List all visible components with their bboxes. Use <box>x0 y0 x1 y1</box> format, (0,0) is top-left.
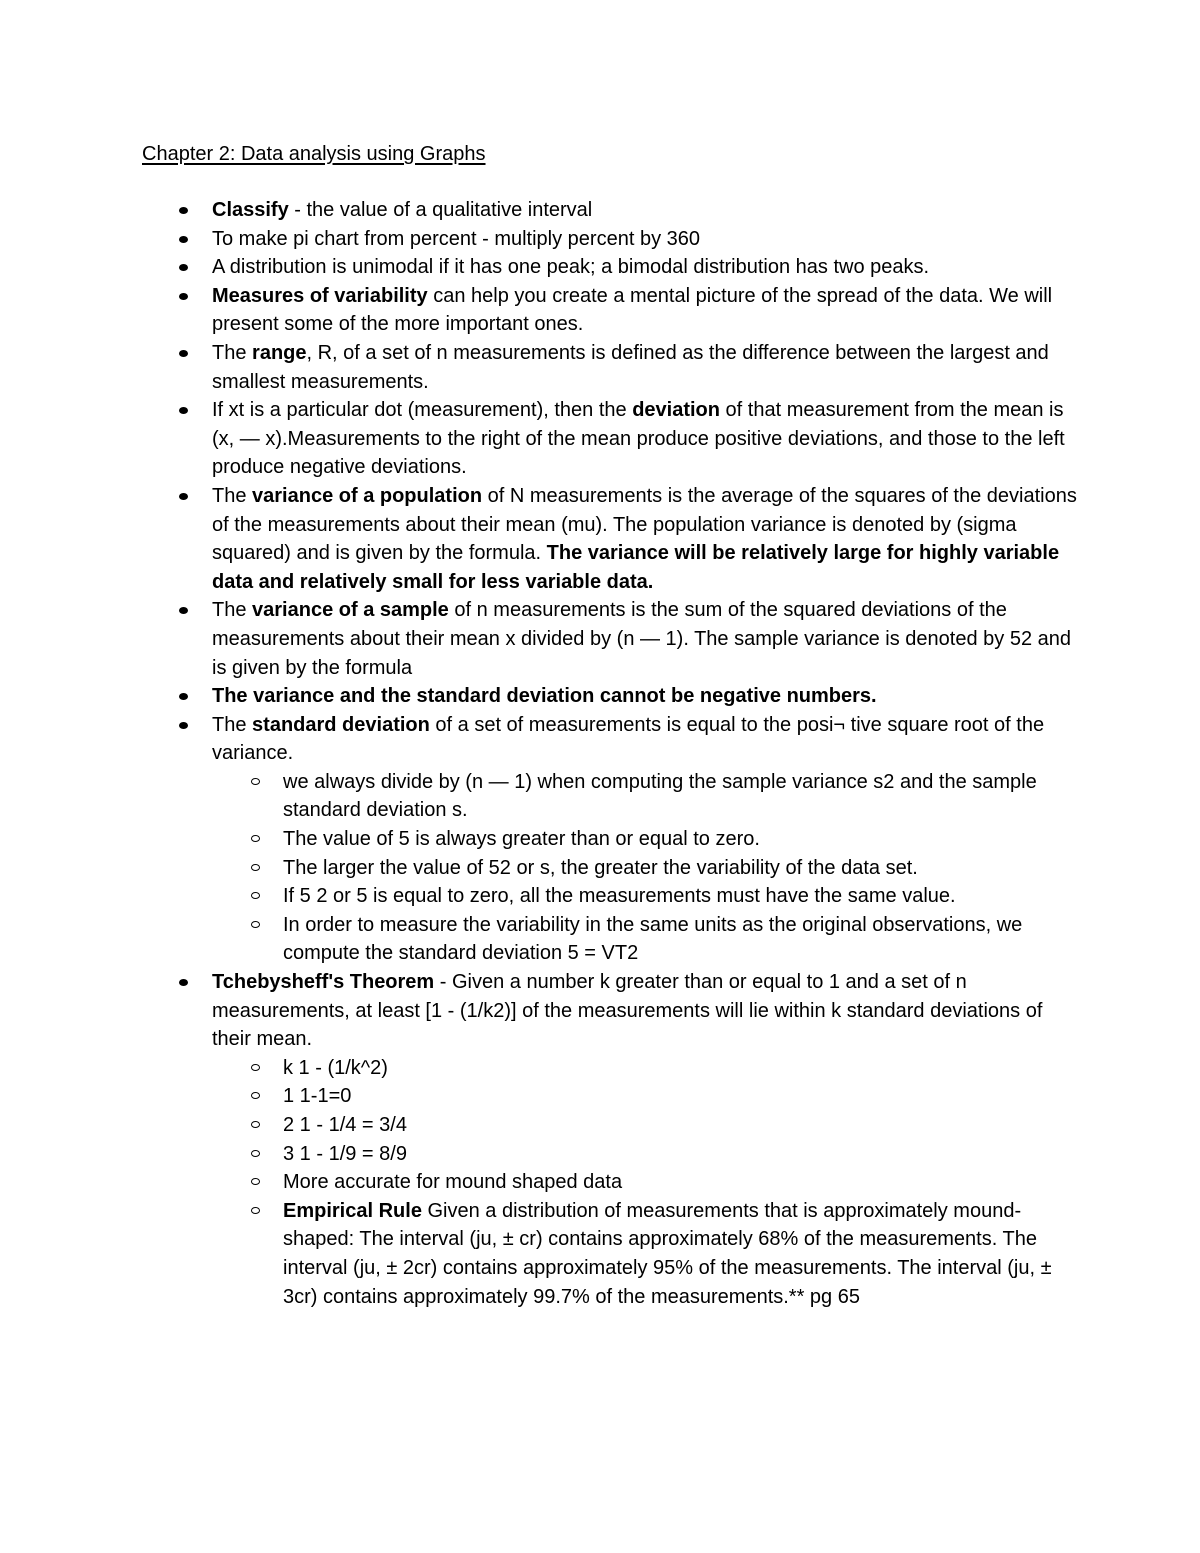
term: Measures of variability <box>212 284 428 307</box>
item-text: can help you create a mental picture of the spread of the data. We will present some of the more important ones. <box>212 284 1053 336</box>
page-title: Chapter 2: Data analysis using Graphs <box>142 143 486 165</box>
list-item <box>212 968 1082 1311</box>
item-prefix: The <box>212 713 253 736</box>
notes-list <box>212 196 1082 1311</box>
emphasis: The variance and the standard deviation cannot be negative numbers. <box>212 685 877 708</box>
item-text: , R, of a set of n measurements is defined as the difference between the largest and smallest measurements. <box>212 341 1049 393</box>
sub-list-item <box>283 1197 1082 1311</box>
list-item <box>212 396 1082 482</box>
list-item <box>212 282 1082 339</box>
item-text: A distribution is unimodal if it has one peak; a bimodal distribution has two peaks. <box>212 256 930 279</box>
sub-list-item: k 1 - (1/k^2) <box>283 1054 1082 1083</box>
emphasis: The variance will be relatively large for highly variable data and relatively small for less variable data. <box>212 542 1060 593</box>
list-item <box>212 196 1082 225</box>
list-item <box>212 253 1082 282</box>
item-text: - Given a number k greater than or equal to 1 and a set of n measurements, at least [1 - (1/k2)] of the measurements will lie within k standard deviations of their mean. <box>212 971 1043 1051</box>
term: Empirical Rule <box>283 1199 422 1222</box>
list-item <box>212 682 1082 711</box>
item-text: of that measurement from the mean is (x, — x).Measurements to the right of the mean produce positive deviations, and those to the left produce negative deviations. <box>212 399 1065 479</box>
list-item <box>212 711 1082 968</box>
term: variance of a sample <box>252 599 449 622</box>
item-prefix: The <box>212 599 253 622</box>
term: variance of a population <box>252 484 483 507</box>
sub-list-item: we always divide by (n — 1) when computing the sample variance s2 and the sample standard deviation s. <box>283 768 1082 825</box>
sub-list-item: In order to measure the variability in the same units as the original observations, we compute the standard deviation 5 = VT2 <box>283 911 1082 968</box>
sub-list-item: More accurate for mound shaped data <box>283 1168 1082 1197</box>
term: Classify <box>212 199 289 221</box>
sub-list-item: The larger the value of 52 or s, the greater the variability of the data set. <box>283 854 1082 883</box>
term: deviation <box>632 399 720 422</box>
list-item <box>212 596 1082 682</box>
item-text: of N measurements is the average of the squares of the deviations of the measurements about their mean (mu). The population variance is denoted by (sigma squared) and is given by the formula. <box>212 484 1077 565</box>
list-item <box>212 225 1082 254</box>
item-text: To make pi chart from percent - multiply percent by 360 <box>212 227 700 250</box>
sub-list-item: 2 1 - 1/4 = 3/4 <box>283 1111 1082 1140</box>
item-text: Given a distribution of measurements that is approximately mound-shaped: The interval (ju, ± cr) contains approximately 68% of the measurements. The interval (ju, ± 2cr) contains approximately 95% of the measurements. The interval (ju, ± 3cr) contains approximately 99.7% of the measurements.** pg 65 <box>283 1199 1052 1308</box>
list-item <box>212 482 1082 596</box>
sub-list-item: 3 1 - 1/9 = 8/9 <box>283 1140 1082 1169</box>
sub-list-item: The value of 5 is always greater than or equal to zero. <box>283 825 1082 854</box>
list-item <box>212 339 1082 396</box>
item-text: - the value of a qualitative interval <box>288 199 593 221</box>
item-prefix: The <box>212 341 253 364</box>
item-text: of a set of measurements is equal to the posi¬ tive square root of the variance. <box>212 713 1045 765</box>
term: standard deviation <box>252 713 430 736</box>
sub-list-item: If 5 2 or 5 is equal to zero, all the measurements must have the same value. <box>283 882 1082 911</box>
sub-list <box>212 1054 1082 1311</box>
sub-list <box>212 768 1082 968</box>
item-text: of n measurements is the sum of the squared deviations of the measurements about their mean x divided by (n — 1). The sample variance is denoted by 52 and is given by the formula <box>212 599 1071 679</box>
term: range <box>252 341 307 364</box>
item-prefix: If xt is a particular dot (measurement), then the <box>212 399 633 422</box>
item-prefix: The <box>212 484 253 507</box>
term: Tchebysheff's Theorem <box>212 971 435 994</box>
sub-list-item: 1 1-1=0 <box>283 1082 1082 1111</box>
